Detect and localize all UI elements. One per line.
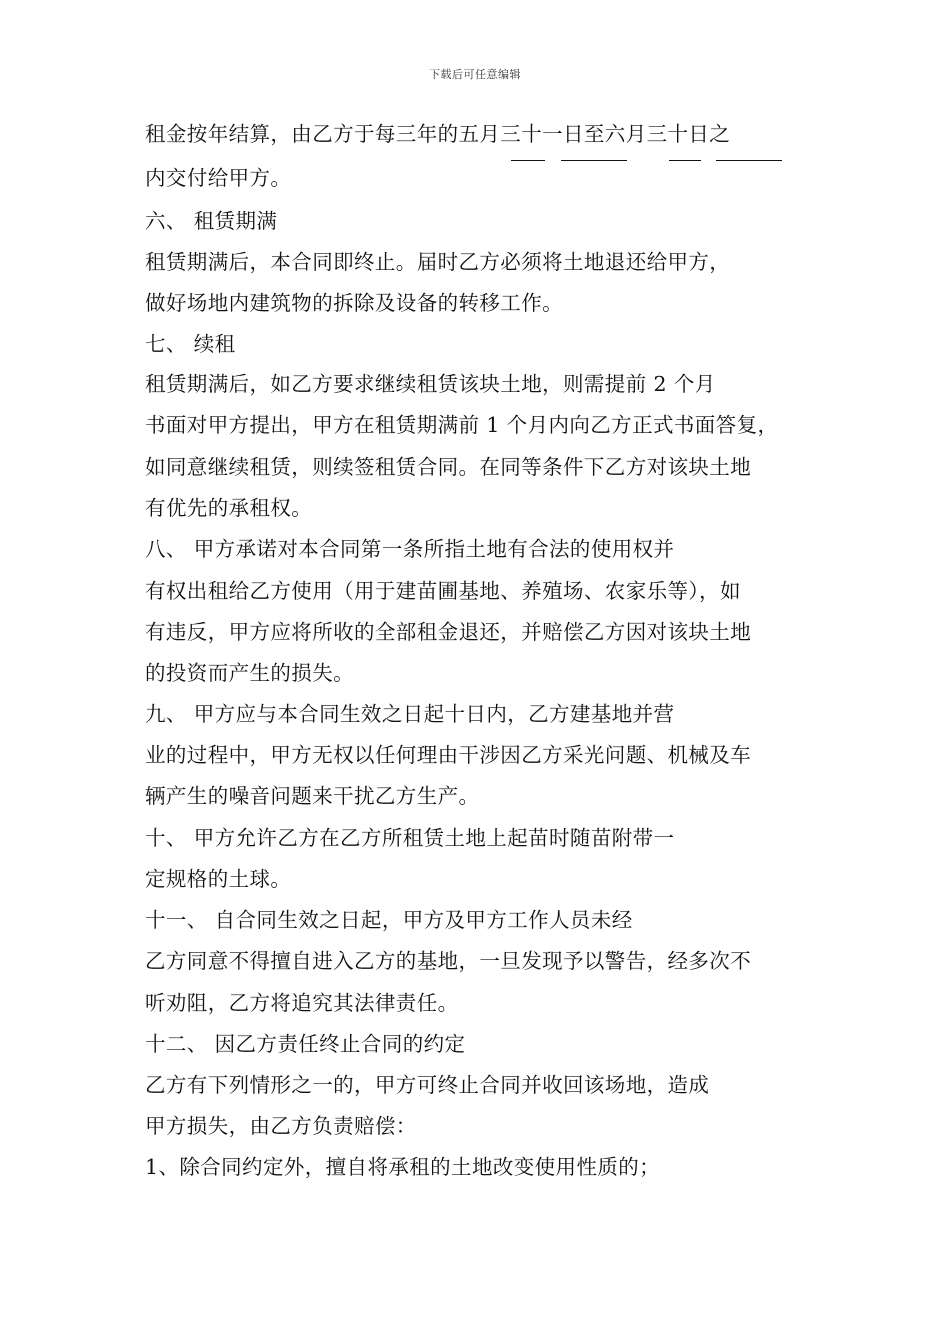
text-line: 九、 甲方应与本合同生效之日起十日内，乙方建基地并营 <box>145 702 675 726</box>
text-line: 有优先的承租权。 <box>145 496 313 520</box>
text-line: 十、 甲方允许乙方在乙方所租赁土地上起苗时随苗附带一 <box>145 826 675 850</box>
text-line: 甲方损失，由乙方负责赔偿： <box>145 1114 417 1138</box>
section-heading: 六、 租赁期满 <box>145 209 278 233</box>
text-line: 租赁期满后，如乙方要求继续租赁该块土地，则需提前 2 个月 <box>145 372 716 396</box>
text-line: 有权出租给乙方使用（用于建苗圃基地、养殖场、农家乐等），如 <box>145 579 741 603</box>
text-line: 听劝阻，乙方将追究其法律责任。 <box>145 991 459 1015</box>
text-line: 业的过程中，甲方无权以任何理由干涉因乙方采光问题、机械及车 <box>145 743 752 767</box>
section-heading: 七、 续租 <box>145 332 236 356</box>
underline-mark <box>511 160 545 161</box>
text-line: 做好场地内建筑物的拆除及设备的转移工作。 <box>145 291 563 315</box>
text-line: 八、 甲方承诺对本合同第一条所指土地有合法的使用权并 <box>145 537 675 561</box>
text-line: 辆产生的噪音问题来干扰乙方生产。 <box>145 784 480 808</box>
text-line: 乙方有下列情形之一的，甲方可终止合同并收回该场地，造成 <box>145 1073 710 1097</box>
text-line: 书面对甲方提出，甲方在租赁期满前 1 个月内向乙方正式书面答复， <box>145 413 779 437</box>
text-line: 如同意继续租赁，则续签租赁合同。在同等条件下乙方对该块土地 <box>145 455 752 479</box>
section-heading: 十二、 因乙方责任终止合同的约定 <box>145 1032 466 1056</box>
text-line: 租金按年结算，由乙方于每三年的五月三十一日至六月三十日之 <box>145 122 731 146</box>
underline-mark <box>669 160 701 161</box>
text-line: 的投资而产生的损失。 <box>145 661 354 685</box>
text-line: 定规格的土球。 <box>145 867 292 891</box>
text-line: 乙方同意不得擅自进入乙方的基地，一旦发现予以警告，经多次不 <box>145 949 752 973</box>
text-line: 租赁期满后，本合同即终止。届时乙方必须将土地退还给甲方， <box>145 250 731 274</box>
list-item: 1、除合同约定外，擅自将承租的土地改变使用性质的； <box>145 1155 661 1179</box>
text-line: 有违反，甲方应将所收的全部租金退还，并赔偿乙方因对该块土地 <box>145 620 752 644</box>
underline-mark <box>716 160 782 161</box>
text-line: 十一、 自合同生效之日起，甲方及甲方工作人员未经 <box>145 908 633 932</box>
page-header: 下载后可任意编辑 <box>429 68 521 81</box>
text-line: 内交付给甲方。 <box>145 166 292 190</box>
underline-mark <box>561 160 627 161</box>
